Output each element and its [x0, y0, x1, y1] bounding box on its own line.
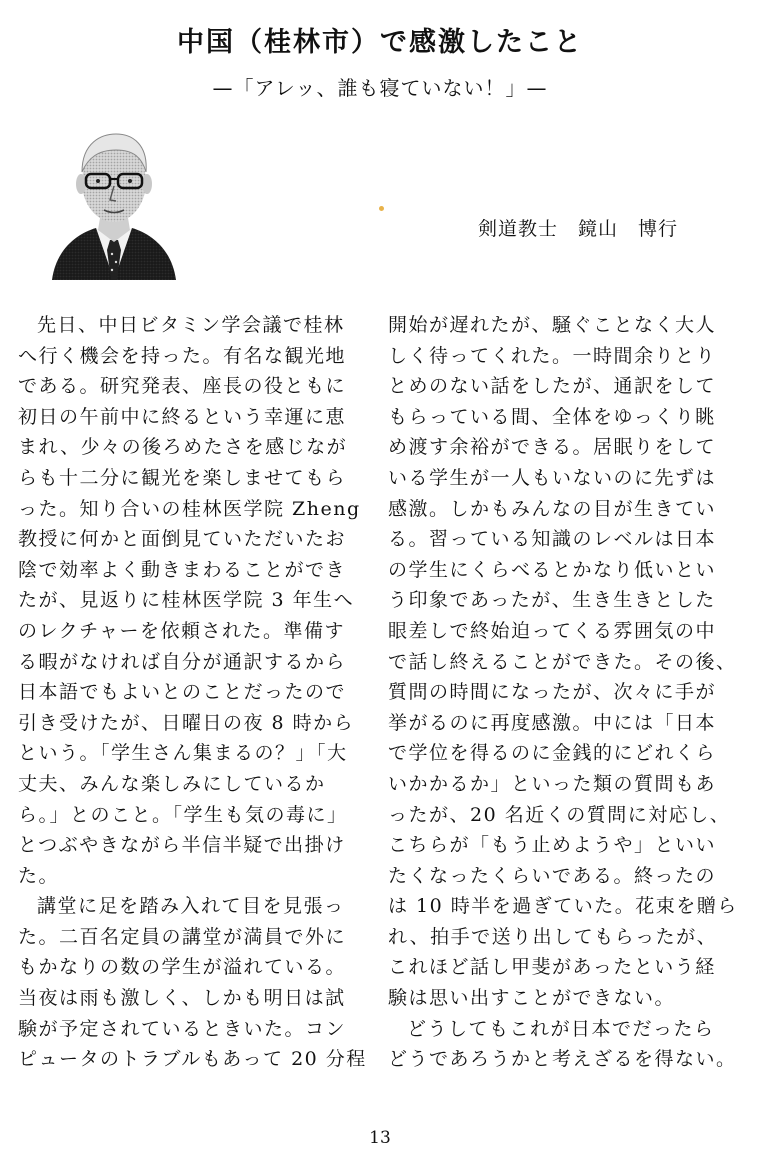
text-line: 眼差しで終始迫ってくる雰囲気の中 [388, 619, 717, 642]
text-line: れ、拍手で送り出してもらったが、 [388, 925, 718, 948]
text-line: ら。」とのこと。「学生も気の毒に」 [18, 803, 348, 826]
text-line: 先日、中日ビタミン学会議で桂林 [37, 314, 345, 336]
text-line: 教授に何かと面倒見ていただいたお [18, 528, 347, 551]
text-line: たが、見返りに桂林医学院 3 年生へ [18, 589, 355, 612]
text-line: である。研究発表、座長の役ともに [18, 375, 347, 398]
article-title: 中国（桂林市）で感激したこと [177, 27, 583, 58]
text-line: こちらが「もう止めようや」といい [388, 834, 717, 857]
author-role: 剣道教士 [478, 218, 559, 240]
text-line: どうであろうかと考えざるを得ない。 [388, 1048, 737, 1071]
left-column [18, 310, 367, 1075]
text-line: しく待ってくれた。一時間余りとり [388, 344, 717, 367]
text-line: ったが、20 名近くの質問に対応し、 [388, 803, 731, 826]
author-name: 鏡山 博行 [578, 218, 679, 240]
text-line: 初日の午前中に終るという幸運に恵 [18, 405, 347, 428]
portrait-icon [50, 122, 178, 282]
text-line: 丈夫、みんな楽しみにしているか [18, 772, 326, 795]
text-line: へ行く機会を持った。有名な観光地 [18, 344, 347, 367]
text-line: 日本語でもよいとのことだったので [18, 681, 347, 704]
text-line: 験が予定されているときいた。コン [18, 1017, 347, 1040]
text-line: これほど話し甲斐があったという経 [388, 956, 716, 979]
text-line: 験は思い出すことができない。 [388, 987, 676, 1010]
text-line: ピュータのトラブルもあって 20 分程 [18, 1048, 367, 1071]
text-line: 当夜は雨も激しく、しかも明日は試 [18, 987, 346, 1010]
text-line: た。 [18, 864, 60, 887]
text-line: という。「学生さん集まるの？」「大 [18, 742, 348, 765]
text-line: の学生にくらべるとかなり低いとい [388, 558, 717, 581]
print-speck [379, 206, 384, 211]
article-subtitle: —「アレッ、誰も寝ていない！」— [212, 76, 548, 100]
text-line: る。習っている知識のレベルは日本 [388, 528, 717, 551]
text-line: まれ、少々の後ろめたさを感じなが [18, 436, 348, 459]
text-line: 挙がるのに再度感激。中には「日本 [388, 711, 717, 734]
text-line: で話し終えることができた。その後、 [388, 650, 737, 673]
text-line: もかなりの数の学生が溢れている。 [18, 956, 347, 979]
text-line: いる学生が一人もいないのに先ずは [388, 466, 717, 489]
text-line: どうしてもこれが日本でだったら [407, 1017, 715, 1040]
text-line: る暇がなければ自分が通訳するから [18, 650, 347, 673]
text-line: う印象であったが、生き生きとした [388, 589, 716, 612]
text-line: とめのない話をしたが、通訳をして [388, 375, 717, 398]
text-line: は 10 時半を過ぎていた。花束を贈ら [388, 895, 738, 918]
text-line: らも十二分に観光を楽しませてもら [18, 466, 347, 489]
portrait-photo [50, 122, 178, 282]
text-line: 陰で効率よく動きまわることができ [18, 558, 347, 581]
text-line: 講堂に足を踏み入れて目を見張っ [37, 895, 345, 918]
text-line: た。二百名定員の講堂が満員で外に [18, 925, 347, 948]
page-number: 13 [369, 1128, 391, 1148]
text-line: 質問の時間になったが、次々に手が [388, 681, 717, 704]
text-line: もらっている間、全体をゆっくり眺 [388, 405, 716, 428]
text-line: 開始が遅れたが、騒ぐことなく大人 [388, 314, 717, 336]
text-line: で学位を得るのに金銭的にどれくら [388, 742, 717, 765]
text-line: 引き受けたが、日曜日の夜 8 時から [18, 711, 355, 734]
text-line: 感激。しかもみんなの目が生きてい [388, 497, 717, 520]
text-line: たくなったくらいである。終ったの [388, 864, 717, 887]
text-line: った。知り合いの桂林医学院 Zheng [18, 497, 361, 520]
text-line: とつぶやきながら半信半疑で出掛け [18, 834, 346, 857]
text-line: め渡す余裕ができる。居眠りをして [388, 436, 717, 459]
author-byline [478, 214, 698, 241]
text-line: のレクチャーを依頼された。準備す [18, 619, 346, 642]
text-line: いかかるか」といった類の質問もあ [388, 772, 717, 795]
right-column [388, 310, 738, 1075]
